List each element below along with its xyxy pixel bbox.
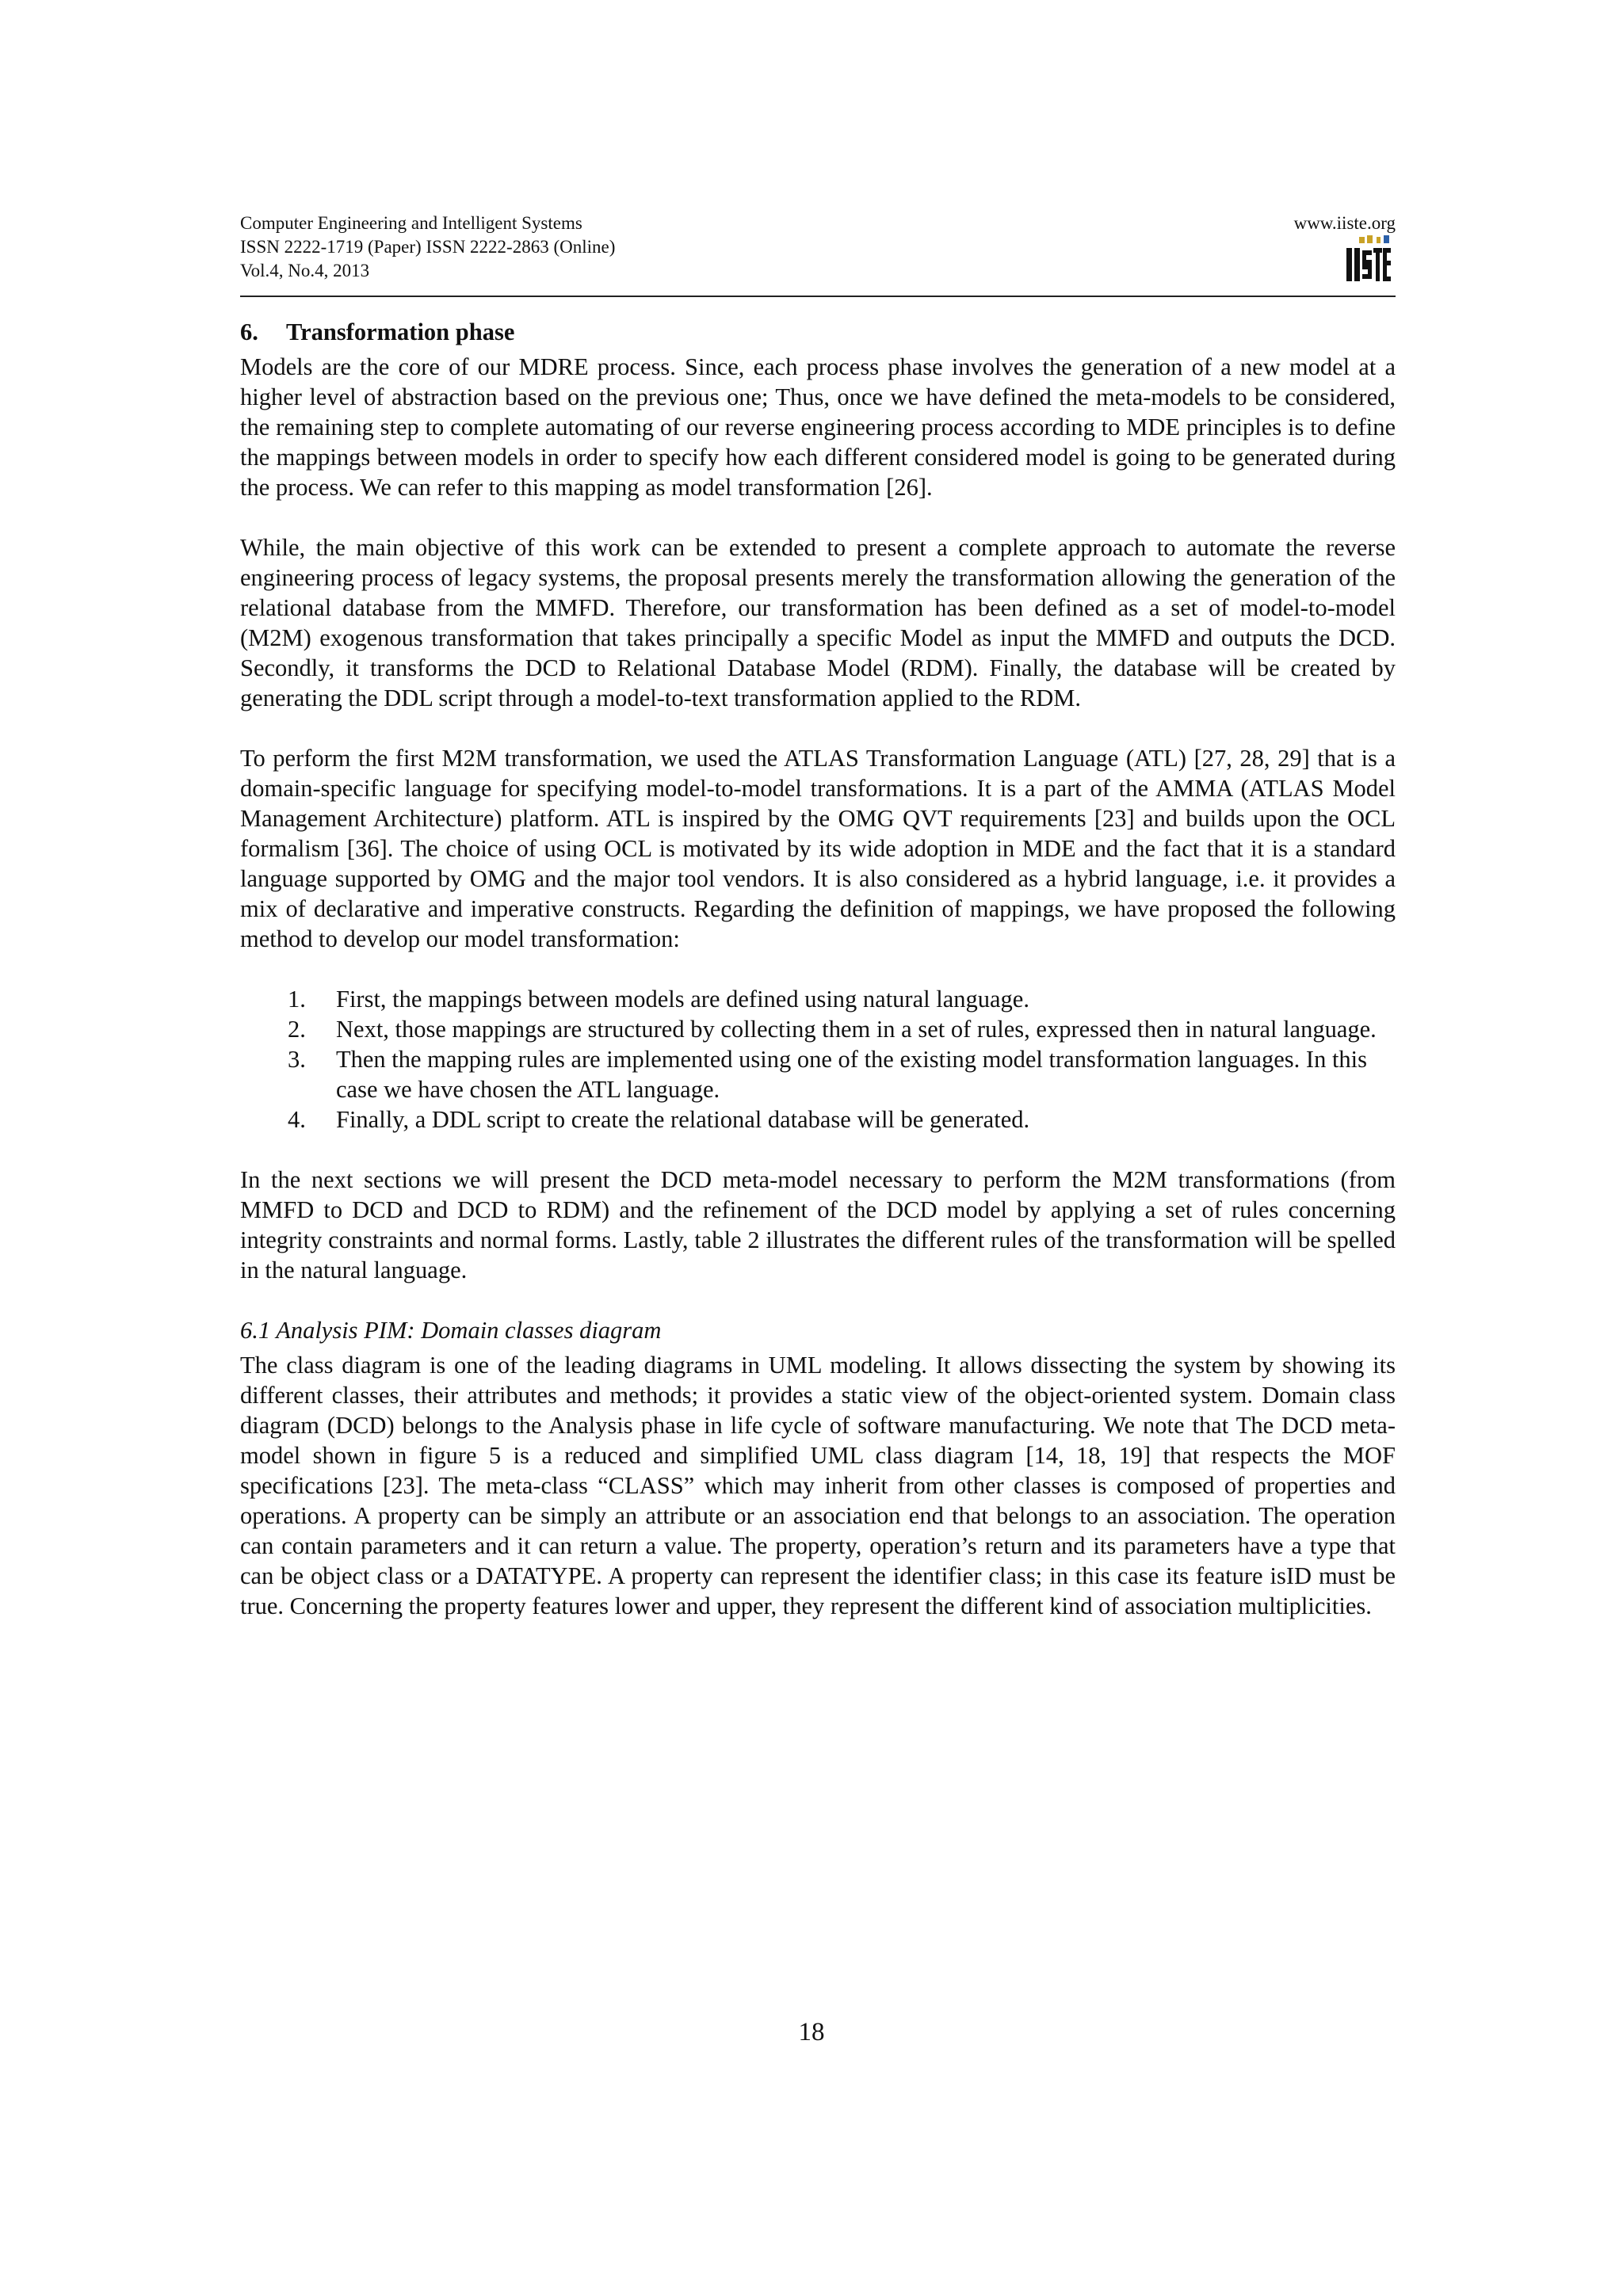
list-item-number: 1.: [288, 986, 306, 1013]
list-item-text: First, the mappings between models are defined using natural language.: [336, 986, 1029, 1013]
journal-volume: Vol.4, No.4, 2013: [240, 261, 370, 280]
list-item-number: 4.: [288, 1106, 306, 1133]
journal-info: [240, 212, 615, 283]
journal-issn: ISSN 2222-1719 (Paper) ISSN 2222-2863 (Online): [240, 237, 616, 257]
subsection-heading: 6.1 Analysis PIM: Domain classes diagram: [240, 1317, 662, 1344]
section-title: Transformation phase: [286, 318, 515, 345]
publisher-website[interactable]: www.iiste.org: [1293, 213, 1396, 233]
paragraph-objective: While, the main objective of this work can be extended to present a complete approach to automate the reverse engineering process of legacy systems, the proposal presents merely the transformation allowing the generation of the relational database from the MMFD. Therefore, our transformation has been defined as a set of model-to-model (M2M) exogenous transformation that takes principally a specific Model as input the MMFD and outputs the DCD. Secondly, it transforms the DCD to Relational Database Model (RDM). Finally, the database will be created by generating the DDL script through a model-to-text transformation applied to the RDM.: [240, 534, 1396, 711]
paragraph-atl: To perform the first M2M transformation, we used the ATLAS Transformation Language (ATL) [27, 28, 29] that is a domain-specific language for specifying model-to-model transformations. It is a part of the AMMA (ATLAS Model Management Architecture) platform. ATL is inspired by the OMG QVT requirements [23] and builds upon the OCL formalism [36]. The choice of using OCL is motivated by its wide adoption in MDE and the fact that it is a standard language supported by OMG and the major tool vendors. It is also considered as a hybrid language, i.e. it provides a mix of declarative and imperative constructs. Regarding the definition of mappings, we have proposed the following method to develop our model transformation:: [240, 745, 1396, 952]
list-item-text: Finally, a DDL script to create the relational database will be generated.: [336, 1106, 1030, 1133]
publisher-info: [1294, 212, 1396, 235]
list-item-text: Next, those mappings are structured by collecting them in a set of rules, expressed then in natural language.: [336, 1016, 1377, 1043]
page-number: 18: [798, 2018, 825, 2046]
paragraph-next-sections: In the next sections we will present the DCD meta-model necessary to perform the M2M transformations (from MMFD to DCD and DCD to RDM) and the refinement of the DCD model by applying a set of rules concerning integrity constraints and normal forms. Lastly, table 2 illustrates the different rules of the transformation will be spelled in the natural language.: [240, 1166, 1396, 1283]
running-header: [240, 212, 1396, 297]
journal-name: Computer Engineering and Intelligent Systems: [240, 213, 582, 233]
list-item-text: Then the mapping rules are implemented using one of the existing model transformation languages. In this case we have chosen the ATL language.: [336, 1046, 1368, 1103]
main-content: [240, 317, 1396, 1621]
method-steps-list: [240, 984, 1396, 1135]
iiste-logo: [1343, 235, 1392, 284]
list-item: [240, 984, 1396, 1014]
section-heading: [240, 317, 1396, 347]
list-item: [240, 1014, 1396, 1044]
list-item-number: 2.: [288, 1016, 306, 1043]
list-item-number: 3.: [288, 1046, 306, 1073]
paragraph-class-diagram: The class diagram is one of the leading diagrams in UML modeling. It allows dissecting the system by showing its different classes, their attributes and methods; it provides a static view of the object-oriented system. Domain class diagram (DCD) belongs to the Analysis phase in life cycle of software manufacturing. We note that The DCD meta-model shown in figure 5 is a reduced and simplified UML class diagram [14, 18, 19] that respects the MOF specifications [23]. The meta-class “CLASS” which may inherit from other classes is composed of properties and operations. A property can be simply an attribute or an association end that belongs to an association. The operation can contain parameters and it can return a value. The property, operation’s return and its parameters have a type that can be object class or a DATATYPE. A property can represent the identifier class; in this case its feature isID must be true. Concerning the property features lower and upper, they represent the different kind of association multiplicities.: [240, 1352, 1396, 1619]
section-number: 6.: [240, 318, 258, 345]
paragraph-intro: Models are the core of our MDRE process. Since, each process phase involves the generation of a new model at a higher level of abstraction based on the previous one; Thus, once we have defined the meta-models to be considered, the remaining step to complete automating of our reverse engineering process according to MDE principles is to define the mappings between models in order to specify how each different considered model is going to be generated during the process. We can refer to this mapping as model transformation [26].: [240, 353, 1396, 501]
list-item: [240, 1104, 1396, 1135]
list-item: [240, 1044, 1396, 1104]
header-rule: [240, 296, 1396, 297]
